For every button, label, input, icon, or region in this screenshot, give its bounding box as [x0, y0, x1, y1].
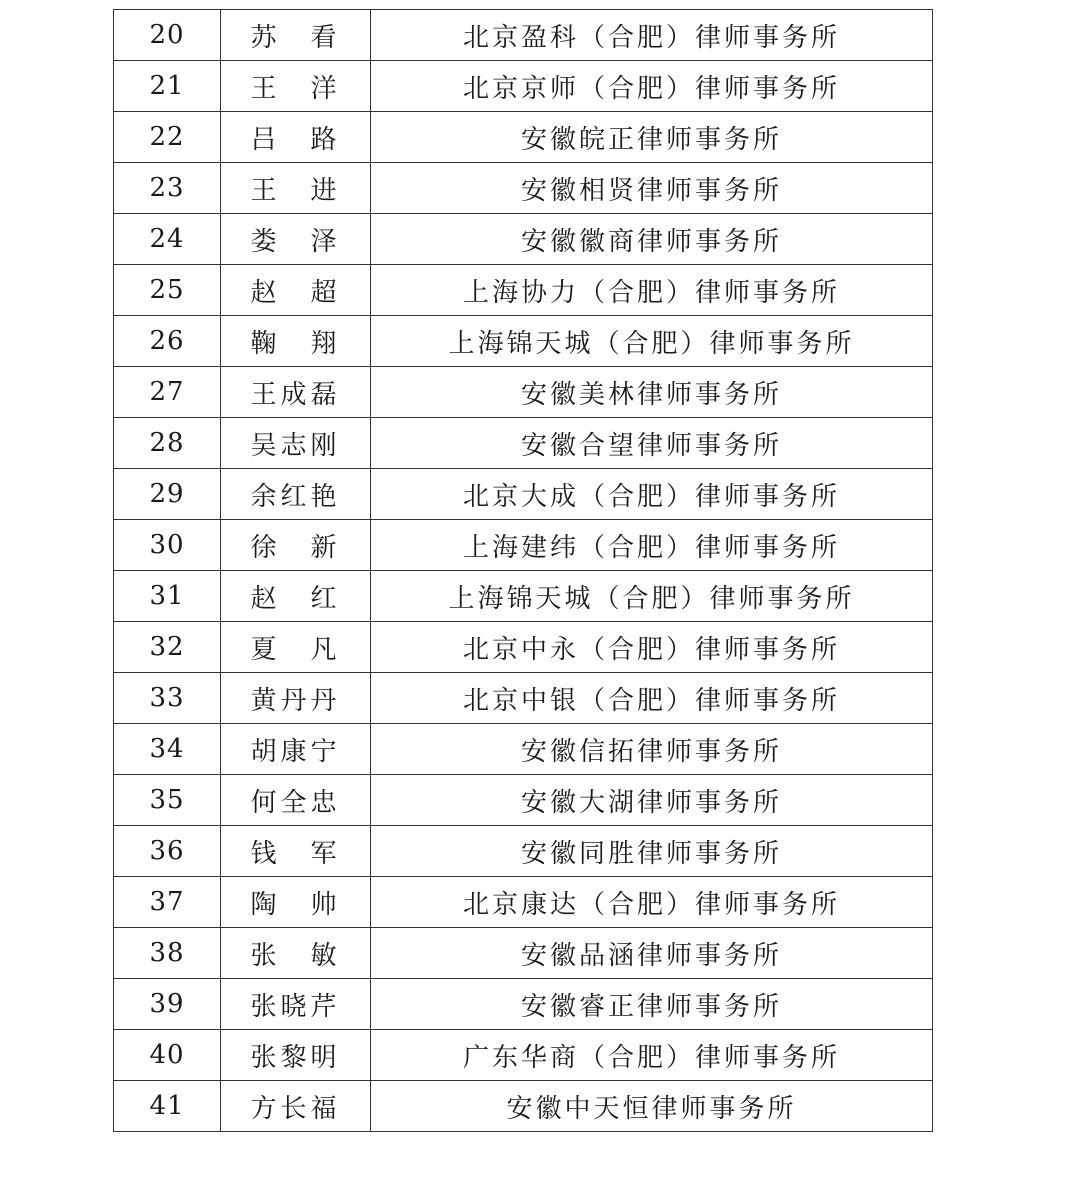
- lawyer-name-cell: 胡康宁: [221, 724, 371, 775]
- table-row: [114, 826, 933, 877]
- row-number-cell: 28: [114, 418, 221, 469]
- lawyer-table: [113, 9, 933, 1132]
- table-row: [114, 571, 933, 622]
- law-firm-cell: 安徽品涵律师事务所: [371, 928, 933, 979]
- law-firm-cell: 北京盈科（合肥）律师事务所: [371, 10, 933, 61]
- lawyer-name-cell: 张黎明: [221, 1030, 371, 1081]
- lawyer-name-cell: 鞠 翔: [221, 316, 371, 367]
- table-row: [114, 316, 933, 367]
- table-row: [114, 10, 933, 61]
- lawyer-name-cell: 张晓芹: [221, 979, 371, 1030]
- row-number-cell: 31: [114, 571, 221, 622]
- table-row: [114, 622, 933, 673]
- row-number-cell: 39: [114, 979, 221, 1030]
- row-number-cell: 29: [114, 469, 221, 520]
- table-row: [114, 367, 933, 418]
- row-number-cell: 41: [114, 1081, 221, 1132]
- law-firm-cell: 安徽睿正律师事务所: [371, 979, 933, 1030]
- lawyer-name-cell: 余红艳: [221, 469, 371, 520]
- row-number-cell: 36: [114, 826, 221, 877]
- lawyer-name-cell: 张 敏: [221, 928, 371, 979]
- table-row: [114, 724, 933, 775]
- row-number-cell: 22: [114, 112, 221, 163]
- table-row: [114, 1081, 933, 1132]
- law-firm-cell: 北京中永（合肥）律师事务所: [371, 622, 933, 673]
- law-firm-cell: 北京中银（合肥）律师事务所: [371, 673, 933, 724]
- lawyer-name-cell: 赵 超: [221, 265, 371, 316]
- lawyer-name-cell: 吕 路: [221, 112, 371, 163]
- lawyer-name-cell: 赵 红: [221, 571, 371, 622]
- table-row: [114, 1030, 933, 1081]
- table-row: [114, 877, 933, 928]
- row-number-cell: 27: [114, 367, 221, 418]
- law-firm-cell: 上海协力（合肥）律师事务所: [371, 265, 933, 316]
- row-number-cell: 30: [114, 520, 221, 571]
- table-row: [114, 673, 933, 724]
- lawyer-name-cell: 何全忠: [221, 775, 371, 826]
- law-firm-cell: 安徽美林律师事务所: [371, 367, 933, 418]
- law-firm-cell: 安徽皖正律师事务所: [371, 112, 933, 163]
- lawyer-name-cell: 方长福: [221, 1081, 371, 1132]
- lawyer-table-body: [114, 10, 933, 1132]
- row-number-cell: 26: [114, 316, 221, 367]
- lawyer-list-sheet: [113, 9, 932, 1132]
- law-firm-cell: 北京大成（合肥）律师事务所: [371, 469, 933, 520]
- law-firm-cell: 安徽信拓律师事务所: [371, 724, 933, 775]
- law-firm-cell: 上海建纬（合肥）律师事务所: [371, 520, 933, 571]
- law-firm-cell: 安徽中天恒律师事务所: [371, 1081, 933, 1132]
- lawyer-name-cell: 陶 帅: [221, 877, 371, 928]
- lawyer-name-cell: 王成磊: [221, 367, 371, 418]
- row-number-cell: 32: [114, 622, 221, 673]
- row-number-cell: 25: [114, 265, 221, 316]
- table-row: [114, 265, 933, 316]
- law-firm-cell: 上海锦天城（合肥）律师事务所: [371, 571, 933, 622]
- table-row: [114, 520, 933, 571]
- table-row: [114, 469, 933, 520]
- lawyer-name-cell: 钱 军: [221, 826, 371, 877]
- table-row: [114, 61, 933, 112]
- law-firm-cell: 北京京师（合肥）律师事务所: [371, 61, 933, 112]
- lawyer-name-cell: 王 进: [221, 163, 371, 214]
- lawyer-name-cell: 王 洋: [221, 61, 371, 112]
- table-row: [114, 112, 933, 163]
- row-number-cell: 23: [114, 163, 221, 214]
- table-row: [114, 214, 933, 265]
- lawyer-name-cell: 苏 看: [221, 10, 371, 61]
- lawyer-name-cell: 徐 新: [221, 520, 371, 571]
- row-number-cell: 21: [114, 61, 221, 112]
- lawyer-name-cell: 娄 泽: [221, 214, 371, 265]
- law-firm-cell: 安徽大湖律师事务所: [371, 775, 933, 826]
- table-row: [114, 163, 933, 214]
- table-row: [114, 928, 933, 979]
- row-number-cell: 40: [114, 1030, 221, 1081]
- table-row: [114, 775, 933, 826]
- law-firm-cell: 安徽相贤律师事务所: [371, 163, 933, 214]
- lawyer-name-cell: 夏 凡: [221, 622, 371, 673]
- row-number-cell: 33: [114, 673, 221, 724]
- law-firm-cell: 安徽同胜律师事务所: [371, 826, 933, 877]
- row-number-cell: 35: [114, 775, 221, 826]
- lawyer-name-cell: 黄丹丹: [221, 673, 371, 724]
- row-number-cell: 20: [114, 10, 221, 61]
- law-firm-cell: 广东华商（合肥）律师事务所: [371, 1030, 933, 1081]
- row-number-cell: 24: [114, 214, 221, 265]
- row-number-cell: 34: [114, 724, 221, 775]
- law-firm-cell: 北京康达（合肥）律师事务所: [371, 877, 933, 928]
- lawyer-name-cell: 吴志刚: [221, 418, 371, 469]
- law-firm-cell: 上海锦天城（合肥）律师事务所: [371, 316, 933, 367]
- law-firm-cell: 安徽徽商律师事务所: [371, 214, 933, 265]
- row-number-cell: 37: [114, 877, 221, 928]
- law-firm-cell: 安徽合望律师事务所: [371, 418, 933, 469]
- table-row: [114, 979, 933, 1030]
- row-number-cell: 38: [114, 928, 221, 979]
- table-row: [114, 418, 933, 469]
